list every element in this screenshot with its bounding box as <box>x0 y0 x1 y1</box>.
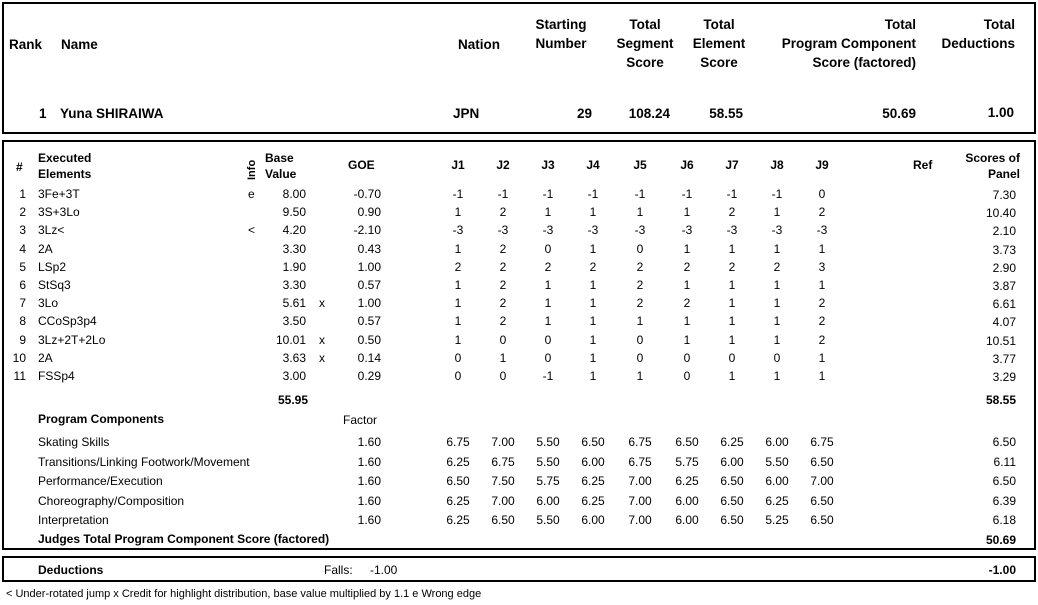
element-judge-score-j2: 2 <box>499 314 507 328</box>
component-judge-score-j2: 7.00 <box>491 494 515 508</box>
component-judge-score-j7: 6.50 <box>720 513 744 527</box>
element-number: 10 <box>12 351 26 365</box>
element-bonus-flag: x <box>319 333 325 347</box>
component-judge-score-j9: 6.50 <box>810 494 834 508</box>
element-goe: 0.90 <box>357 205 381 219</box>
element-judge-score-j6: 0 <box>683 369 691 383</box>
element-code: 3Lz< <box>38 223 65 237</box>
element-number: 11 <box>13 369 26 383</box>
ref-header: Ref <box>913 158 933 172</box>
judge-header-j2: J2 <box>496 158 510 172</box>
element-judge-score-j9: 2 <box>818 205 826 219</box>
element-info: < <box>248 223 256 237</box>
name-header: Name <box>61 37 98 52</box>
component-judge-score-j8: 6.00 <box>765 474 789 488</box>
scores-of-panel-header: Scores of Panel <box>965 151 1020 181</box>
component-factor: 1.60 <box>357 494 381 508</box>
element-judge-score-j3: -1 <box>542 187 554 201</box>
element-judge-score-j5: 2 <box>636 278 644 292</box>
skater-deductions: 1.00 <box>987 105 1014 120</box>
element-info: e <box>248 187 255 201</box>
element-judge-score-j8: 1 <box>773 242 781 256</box>
pcs-header: Total Program Component Score (factored) <box>781 17 916 70</box>
element-judge-score-j4: 1 <box>589 242 597 256</box>
element-panel-score: 10.40 <box>985 206 1016 220</box>
element-judge-score-j9: 1 <box>818 369 826 383</box>
component-judge-score-j6: 6.25 <box>675 474 699 488</box>
element-judge-score-j8: 1 <box>773 296 781 310</box>
element-base-value: 4.20 <box>282 223 306 237</box>
element-judge-score-j4: -1 <box>587 187 599 201</box>
element-code: 3Lz+2T+2Lo <box>38 333 106 347</box>
element-code: FSSp4 <box>38 369 75 383</box>
nation-header: Nation <box>458 37 500 52</box>
component-judge-score-j8: 6.25 <box>765 494 789 508</box>
component-judge-score-j6: 5.75 <box>675 455 699 469</box>
element-judge-score-j3: -3 <box>542 223 554 237</box>
element-judge-score-j4: 1 <box>589 369 597 383</box>
element-goe: 1.00 <box>357 296 381 310</box>
judge-header-j3: J3 <box>541 158 555 172</box>
component-judge-score-j5: 7.00 <box>628 494 652 508</box>
element-panel-score: 3.73 <box>992 243 1016 257</box>
component-judge-score-j1: 6.75 <box>446 435 470 449</box>
element-goe: 0.29 <box>357 369 381 383</box>
element-judge-score-j1: 0 <box>454 369 462 383</box>
element-judge-score-j1: 2 <box>454 260 462 274</box>
element-judge-score-j5: 1 <box>636 369 644 383</box>
element-judge-score-j7: 1 <box>728 314 736 328</box>
deductions-total: -1.00 <box>988 563 1016 577</box>
element-number: 2 <box>19 205 26 219</box>
element-judge-score-j1: -1 <box>452 187 464 201</box>
component-panel-score: 6.11 <box>993 455 1016 469</box>
element-judge-score-j5: 0 <box>636 333 644 347</box>
component-name: Interpretation <box>38 513 109 527</box>
element-number: 3 <box>19 223 26 237</box>
component-factor: 1.60 <box>357 455 381 469</box>
component-name: Performance/Execution <box>38 474 163 488</box>
element-judge-score-j3: -1 <box>542 369 554 383</box>
element-judge-score-j4: -3 <box>587 223 599 237</box>
skater-pcs: 50.69 <box>882 106 916 121</box>
element-panel-score: 6.61 <box>992 297 1016 311</box>
element-judge-score-j8: 1 <box>773 278 781 292</box>
element-judge-score-j5: 0 <box>636 242 644 256</box>
element-judge-score-j1: 1 <box>454 205 462 219</box>
skater-starting-number: 29 <box>576 106 592 121</box>
component-judge-score-j8: 6.00 <box>765 435 789 449</box>
element-judge-score-j9: 1 <box>818 278 826 292</box>
element-judge-score-j7: 1 <box>728 278 736 292</box>
skater-nation: JPN <box>453 106 480 121</box>
element-judge-score-j4: 1 <box>589 278 597 292</box>
judge-header-j7: J7 <box>725 158 739 172</box>
element-judge-score-j5: -1 <box>634 187 646 201</box>
element-judge-score-j9: 0 <box>818 187 826 201</box>
element-judge-score-j2: 0 <box>499 369 507 383</box>
element-judge-score-j1: 1 <box>454 278 462 292</box>
base-value-header: Base Value <box>265 151 297 181</box>
element-base-value: 5.61 <box>282 296 306 310</box>
element-panel-score: 3.77 <box>992 352 1016 366</box>
element-number: 7 <box>19 296 26 310</box>
component-judge-score-j5: 6.75 <box>628 435 652 449</box>
element-judge-score-j2: -3 <box>497 223 509 237</box>
component-judge-score-j6: 6.50 <box>675 435 699 449</box>
element-panel-score: 7.30 <box>992 188 1016 202</box>
element-judge-score-j6: -3 <box>681 223 693 237</box>
element-judge-score-j9: 2 <box>818 296 826 310</box>
element-judge-score-j1: 1 <box>454 333 462 347</box>
component-judge-score-j1: 6.25 <box>446 455 470 469</box>
component-judge-score-j3: 6.00 <box>536 494 560 508</box>
component-panel-score: 6.50 <box>992 435 1016 449</box>
legend-footnote: < Under-rotated jump x Credit for highlight distribution, base value multiplied by 1.1 e Wrong edge <box>6 588 482 600</box>
element-judge-score-j8: 1 <box>773 369 781 383</box>
element-code: 2A <box>38 242 53 256</box>
element-number: 4 <box>19 242 26 256</box>
element-judge-score-j1: 0 <box>454 351 462 365</box>
element-base-value: 3.50 <box>282 314 306 328</box>
element-judge-score-j6: 1 <box>683 242 691 256</box>
element-judge-score-j1: 1 <box>454 296 462 310</box>
element-code: 3S+3Lo <box>38 205 80 219</box>
element-judge-score-j6: 2 <box>683 296 691 310</box>
element-judge-score-j3: 1 <box>544 205 552 219</box>
element-judge-score-j3: 1 <box>544 278 552 292</box>
rank-header: Rank <box>9 37 43 52</box>
element-code: LSp2 <box>38 260 67 274</box>
component-judge-score-j4: 6.00 <box>581 455 605 469</box>
element-panel-score: 2.10 <box>992 224 1016 238</box>
info-header: Info <box>246 159 258 180</box>
component-judge-score-j6: 6.00 <box>675 494 699 508</box>
component-judge-score-j7: 6.50 <box>720 494 744 508</box>
component-name: Transitions/Linking Footwork/Movement <box>38 455 250 469</box>
falls-label: Falls: <box>324 563 353 577</box>
element-judge-score-j4: 1 <box>589 205 597 219</box>
component-judge-score-j9: 7.00 <box>810 474 834 488</box>
element-judge-score-j9: 1 <box>818 242 826 256</box>
skater-tss: 108.24 <box>628 106 670 121</box>
element-judge-score-j7: -1 <box>726 187 738 201</box>
component-judge-score-j7: 6.50 <box>720 474 744 488</box>
component-panel-score: 6.18 <box>992 513 1016 527</box>
details-panel <box>2 140 1036 550</box>
starting-number-header: Starting Number <box>535 17 587 51</box>
element-number: 5 <box>19 260 26 274</box>
component-judge-score-j3: 5.75 <box>536 474 560 488</box>
element-judge-score-j8: 0 <box>773 351 781 365</box>
component-judge-score-j8: 5.25 <box>765 513 789 527</box>
element-judge-score-j9: 2 <box>818 333 826 347</box>
component-judge-score-j8: 5.50 <box>765 455 789 469</box>
element-judge-score-j9: 1 <box>818 351 826 365</box>
element-judge-score-j6: 1 <box>683 205 691 219</box>
component-judge-score-j4: 6.25 <box>581 494 605 508</box>
element-goe: 0.14 <box>357 351 381 365</box>
element-judge-score-j2: 1 <box>499 351 507 365</box>
element-judge-score-j5: 0 <box>636 351 644 365</box>
component-judge-score-j1: 6.50 <box>446 474 470 488</box>
element-judge-score-j7: -3 <box>726 223 738 237</box>
pcs-total-value: 50.69 <box>985 533 1016 547</box>
element-judge-score-j6: 0 <box>683 351 691 365</box>
element-number: 1 <box>19 187 26 201</box>
component-panel-score: 6.39 <box>992 494 1016 508</box>
element-judge-score-j8: 1 <box>773 333 781 347</box>
element-judge-score-j6: 2 <box>683 260 691 274</box>
judge-header-j4: J4 <box>586 158 600 172</box>
element-goe: 0.50 <box>357 333 381 347</box>
component-judge-score-j5: 7.00 <box>628 474 652 488</box>
element-judge-score-j5: 1 <box>636 205 644 219</box>
element-base-value: 3.30 <box>282 278 306 292</box>
element-code: CCoSp3p4 <box>38 314 97 328</box>
component-judge-score-j9: 6.75 <box>810 435 834 449</box>
element-judge-score-j3: 0 <box>544 351 552 365</box>
element-judge-score-j7: 0 <box>728 351 736 365</box>
element-base-value: 3.00 <box>282 369 306 383</box>
element-judge-score-j1: 1 <box>454 242 462 256</box>
element-judge-score-j3: 1 <box>544 296 552 310</box>
element-goe: 0.57 <box>357 314 381 328</box>
element-judge-score-j4: 1 <box>589 296 597 310</box>
executed-elements-header: Executed Elements <box>38 151 92 181</box>
element-judge-score-j4: 1 <box>589 314 597 328</box>
element-judge-score-j3: 0 <box>544 333 552 347</box>
element-goe: 1.00 <box>357 260 381 274</box>
element-judge-score-j5: 2 <box>636 260 644 274</box>
element-judge-score-j8: 1 <box>773 314 781 328</box>
component-judge-score-j1: 6.25 <box>446 513 470 527</box>
element-goe: -0.70 <box>353 187 381 201</box>
judge-header-j6: J6 <box>680 158 694 172</box>
element-judge-score-j8: 1 <box>773 205 781 219</box>
factor-header: Factor <box>343 413 378 427</box>
element-judge-score-j8: 2 <box>773 260 781 274</box>
element-judge-score-j3: 1 <box>544 314 552 328</box>
element-panel-score: 4.07 <box>992 315 1016 329</box>
element-judge-score-j2: 2 <box>499 296 507 310</box>
element-number: 8 <box>19 314 26 328</box>
component-judge-score-j5: 6.75 <box>628 455 652 469</box>
element-judge-score-j1: 1 <box>454 314 462 328</box>
element-judge-score-j2: 2 <box>499 260 507 274</box>
judge-header-j5: J5 <box>633 158 647 172</box>
element-judge-score-j5: -3 <box>634 223 646 237</box>
element-panel-score: 10.51 <box>985 334 1016 348</box>
component-judge-score-j7: 6.25 <box>720 435 744 449</box>
component-judge-score-j2: 6.75 <box>491 455 515 469</box>
component-name: Skating Skills <box>38 435 110 449</box>
element-base-value: 1.90 <box>282 260 306 274</box>
goe-header: GOE <box>348 158 375 172</box>
component-judge-score-j3: 5.50 <box>536 513 560 527</box>
element-judge-score-j7: 2 <box>728 205 736 219</box>
element-judge-score-j9: 3 <box>818 260 826 274</box>
skater-tes: 58.55 <box>709 106 743 121</box>
element-base-value: 3.30 <box>282 242 306 256</box>
component-judge-score-j2: 7.50 <box>491 474 515 488</box>
component-factor: 1.60 <box>357 513 381 527</box>
element-judge-score-j6: 1 <box>683 278 691 292</box>
element-base-value: 8.00 <box>282 187 306 201</box>
element-number: 9 <box>19 333 26 347</box>
component-judge-score-j6: 6.00 <box>675 513 699 527</box>
component-judge-score-j3: 5.50 <box>536 455 560 469</box>
element-judge-score-j2: 2 <box>499 278 507 292</box>
element-judge-score-j2: 2 <box>499 205 507 219</box>
component-factor: 1.60 <box>357 435 381 449</box>
falls-value: -1.00 <box>370 563 398 577</box>
element-bonus-flag: x <box>319 296 325 310</box>
element-judge-score-j9: 2 <box>818 314 826 328</box>
pcs-total-label: Judges Total Program Component Score (factored) <box>38 532 330 546</box>
element-judge-score-j6: 1 <box>683 314 691 328</box>
program-components-header: Program Components <box>38 412 165 426</box>
element-judge-score-j4: 1 <box>589 333 597 347</box>
component-judge-score-j4: 6.50 <box>581 435 605 449</box>
component-name: Choreography/Composition <box>38 494 185 508</box>
element-panel-score: 3.29 <box>992 370 1016 384</box>
element-code: 2A <box>38 351 53 365</box>
num-header: # <box>16 160 23 174</box>
element-judge-score-j3: 2 <box>544 260 552 274</box>
element-judge-score-j3: 0 <box>544 242 552 256</box>
element-judge-score-j9: -3 <box>816 223 828 237</box>
element-judge-score-j7: 1 <box>728 242 736 256</box>
element-judge-score-j2: 2 <box>499 242 507 256</box>
deductions-header: Total Deductions <box>941 17 1015 51</box>
element-goe: 0.57 <box>357 278 381 292</box>
element-judge-score-j2: -1 <box>497 187 509 201</box>
tes-total: 58.55 <box>985 393 1016 407</box>
component-judge-score-j2: 6.50 <box>491 513 515 527</box>
component-panel-score: 6.50 <box>992 474 1016 488</box>
element-base-value: 9.50 <box>282 205 306 219</box>
component-judge-score-j5: 7.00 <box>628 513 652 527</box>
element-goe: 0.43 <box>357 242 381 256</box>
element-judge-score-j5: 2 <box>636 296 644 310</box>
component-judge-score-j7: 6.00 <box>720 455 744 469</box>
skater-name: Yuna SHIRAIWA <box>60 106 164 121</box>
element-judge-score-j7: 1 <box>728 369 736 383</box>
element-panel-score: 2.90 <box>992 261 1016 275</box>
element-base-value: 10.01 <box>275 333 306 347</box>
base-value-total: 55.95 <box>277 393 308 407</box>
element-judge-score-j7: 1 <box>728 333 736 347</box>
deductions-label: Deductions <box>38 563 104 577</box>
element-judge-score-j4: 2 <box>589 260 597 274</box>
element-judge-score-j5: 1 <box>636 314 644 328</box>
element-judge-score-j6: 1 <box>683 333 691 347</box>
element-judge-score-j2: 0 <box>499 333 507 347</box>
component-factor: 1.60 <box>357 474 381 488</box>
component-judge-score-j9: 6.50 <box>810 513 834 527</box>
judge-header-j1: J1 <box>451 158 465 172</box>
element-judge-score-j8: -1 <box>771 187 783 201</box>
deductions-panel <box>2 556 1036 582</box>
element-judge-score-j6: -1 <box>681 187 693 201</box>
element-code: 3Fe+3T <box>38 187 80 201</box>
element-judge-score-j1: -3 <box>452 223 464 237</box>
tes-header: Total Element Score <box>692 17 746 70</box>
component-judge-score-j3: 5.50 <box>536 435 560 449</box>
element-code: StSq3 <box>38 278 71 292</box>
element-judge-score-j7: 2 <box>728 260 736 274</box>
element-panel-score: 3.87 <box>992 279 1016 293</box>
judge-header-j8: J8 <box>770 158 784 172</box>
component-judge-score-j2: 7.00 <box>491 435 515 449</box>
skater-rank: 1 <box>39 106 47 121</box>
element-bonus-flag: x <box>319 351 325 365</box>
element-judge-score-j8: -3 <box>771 223 783 237</box>
element-base-value: 3.63 <box>282 351 306 365</box>
component-judge-score-j4: 6.00 <box>581 513 605 527</box>
element-judge-score-j4: 1 <box>589 351 597 365</box>
element-number: 6 <box>19 278 26 292</box>
component-judge-score-j4: 6.25 <box>581 474 605 488</box>
element-goe: -2.10 <box>353 223 381 237</box>
tss-header: Total Segment Score <box>616 17 674 70</box>
element-code: 3Lo <box>38 296 59 310</box>
component-judge-score-j9: 6.50 <box>810 455 834 469</box>
element-judge-score-j7: 1 <box>728 296 736 310</box>
judge-header-j9: J9 <box>815 158 829 172</box>
component-judge-score-j1: 6.25 <box>446 494 470 508</box>
